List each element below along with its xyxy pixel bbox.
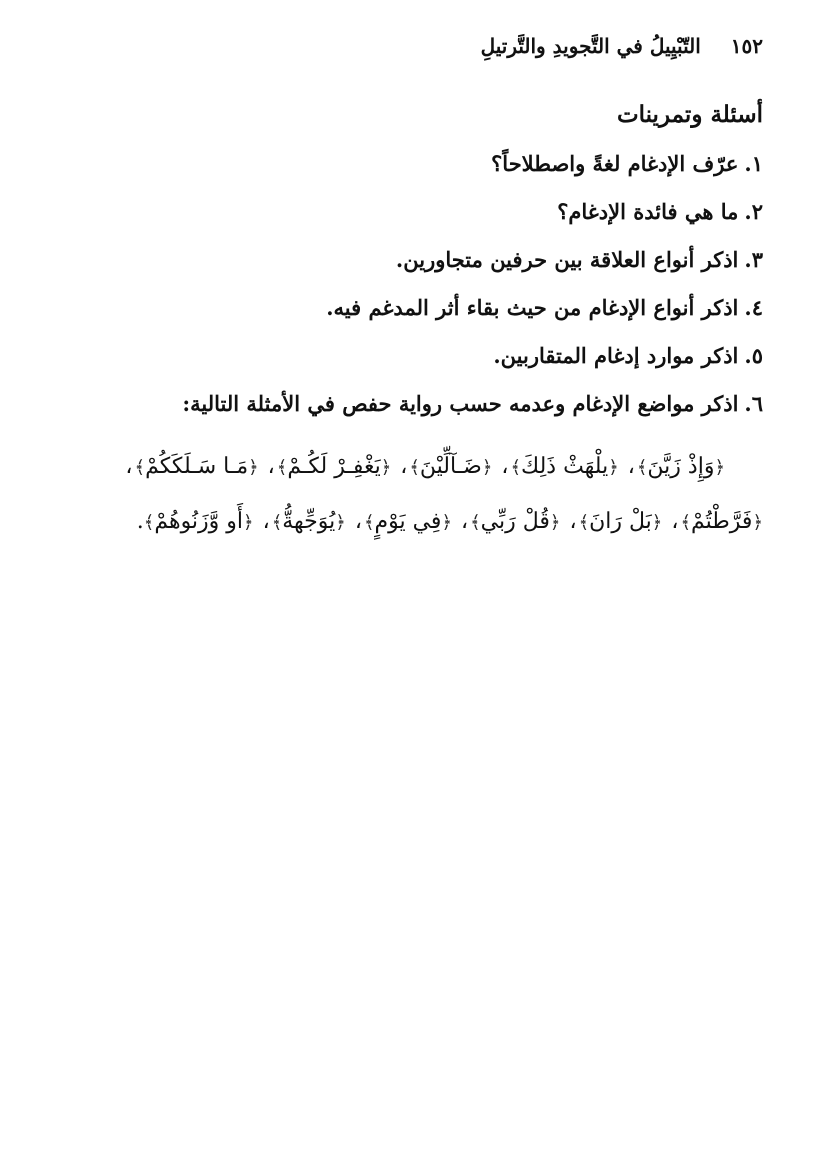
verse-text: يُوَجِّهةُّ [282,509,336,534]
question-text: اذكر أنواع الإدغام من حيث بقاء أثر المدغم فيه. [326,295,739,320]
question-item [63,198,763,226]
question-item [63,342,763,370]
ornate-open-bracket: ﴿ [752,512,763,533]
verse-example [510,454,618,479]
verse-example [144,509,254,534]
ornate-close-bracket: ﴾ [636,457,648,478]
ornate-open-bracket: ﴿ [714,457,725,478]
ornate-open-bracket: ﴿ [441,512,452,533]
ornate-open-bracket: ﴿ [549,512,561,533]
verse-example [680,509,763,534]
ornate-open-bracket: ﴿ [380,457,392,478]
examples-line-2 [63,495,763,550]
section-title: أسئلة وتمرينات [616,101,763,128]
ornate-open-bracket: ﴿ [481,457,493,478]
verse-text: مَـا سَـلَكَكُمْ [145,454,249,479]
ornate-close-bracket: ﴾ [680,512,691,533]
question-number: ٢. [744,199,763,224]
ornate-close-bracket: ﴾ [276,457,288,478]
quranic-examples [63,440,763,550]
question-text: اذكر مواضع الإدغام وعدمه حسب رواية حفص في الأمثلة التالية: [182,391,739,416]
question-item [63,150,763,178]
verse-example [272,509,346,534]
verse-text: فَرَّطْتُمْ [691,509,753,534]
verse-text: يلْهَثْ ذَلِكَ [521,454,609,479]
end-period: . [136,509,144,534]
verse-example [579,509,663,534]
running-header [481,34,763,58]
verse-example [135,454,259,479]
ornate-open-bracket: ﴿ [335,512,346,533]
question-number: ٥. [744,343,763,368]
ornate-close-bracket: ﴾ [409,457,420,478]
verse-example [637,454,725,479]
ornate-open-bracket: ﴿ [608,457,619,478]
ornate-close-bracket: ﴾ [510,457,522,478]
ornate-open-bracket: ﴿ [248,457,259,478]
question-number: ١. [744,151,763,176]
question-text: اذكر أنواع العلاقة بين حرفين متجاورين. [395,247,739,272]
comma-separator: ، [461,509,469,534]
comma-separator: ، [569,509,577,534]
ornate-close-bracket: ﴾ [143,512,155,533]
question-item [63,390,763,418]
question-number: ٣. [744,247,763,272]
page-number: ١٥٢ [730,34,763,58]
comma-separator: ، [671,509,679,534]
exercise-section [63,100,763,438]
comma-separator: ، [125,454,133,479]
book-title: التّبْيِيلُ في التَّجويدِ والتَّرتيلِ [480,34,701,58]
ornate-close-bracket: ﴾ [134,457,146,478]
ornate-close-bracket: ﴾ [363,512,375,533]
verse-example [409,454,492,479]
comma-separator: ، [627,454,635,479]
ornate-close-bracket: ﴾ [470,512,481,533]
comma-separator: ، [267,454,275,479]
verse-example [364,509,452,534]
comma-separator: ، [501,454,509,479]
comma-separator: ، [400,454,408,479]
comma-separator: ، [262,509,270,534]
question-item [63,294,763,322]
ornate-open-bracket: ﴿ [243,512,254,533]
verse-text: بَلْ رَانَ [589,509,652,534]
ornate-open-bracket: ﴿ [651,512,663,533]
verse-example [470,509,560,534]
question-item [63,246,763,274]
verse-text: أَو وَّزَنُوهُمْ [154,509,244,534]
question-list [63,150,763,418]
ornate-close-bracket: ﴾ [578,512,590,533]
verse-text: ضَـآلِّيْنَ [419,454,482,479]
examples-line-1 [63,440,763,495]
verse-text: يَغْفِـرْ لَكُـمْ [287,454,381,479]
verse-example [277,454,391,479]
question-text: عرّف الإدغام لغةً واصطلاحاً؟ [491,151,739,176]
verse-text: فِي يَوْمٍ [374,509,442,534]
verse-text: قُلْ رَبِّي [480,509,550,534]
verse-text: وَإِذْ زَيَّنَ [647,454,715,479]
question-number: ٦. [744,391,763,416]
question-text: ما هي فائدة الإدغام؟ [557,199,739,224]
question-text: اذكر موارد إدغام المتقاربين. [493,343,739,368]
question-number: ٤. [744,295,763,320]
ornate-close-bracket: ﴾ [271,512,283,533]
comma-separator: ، [354,509,362,534]
